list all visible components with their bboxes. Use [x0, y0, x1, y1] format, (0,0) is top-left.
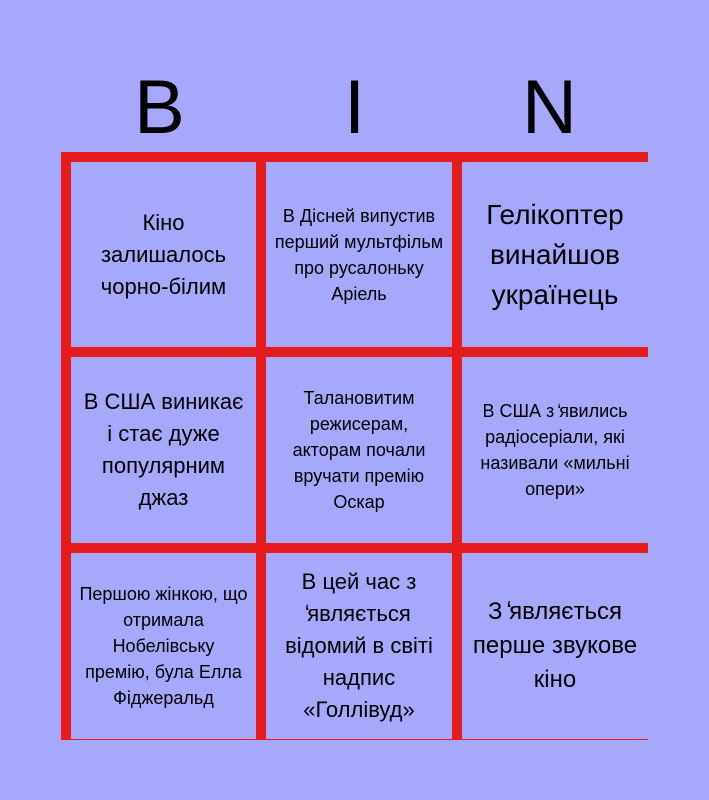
bingo-cell-text: В США з ̒явились радіосеріали, які називали «мильні опери»: [480, 401, 630, 499]
header-letter-n: N: [522, 65, 577, 150]
bingo-cell-text: В Дісней випустив перший мультфільм про русалоньку Аріель: [274, 205, 444, 304]
bingo-cell-text: Першою жінкою, що отримала Нобелівську премію, була Елла Фіджеральд: [79, 584, 248, 708]
bingo-header: [62, 60, 647, 156]
bingo-cell-text: Кіно залишалось чорно-білим: [100, 209, 227, 299]
header-letter-i: I: [343, 65, 366, 150]
bingo-cell-text: З ̒являється перше звукове кіно: [472, 598, 638, 693]
bingo-cell-text: Талановитим режисерам, акторам почали вручати премію Оскар: [292, 388, 426, 512]
bingo-board: [61, 152, 648, 740]
bingo-cell-6[interactable]: [462, 357, 648, 543]
bingo-cell-3[interactable]: [462, 162, 648, 347]
bingo-cell-text: В США виникає і стає дуже популярним джаз: [83, 389, 244, 510]
bingo-cell-text: В цей час з ̒являється відомий в світі надпис «Голлівуд»: [285, 569, 433, 722]
header-letter-b: B: [134, 65, 185, 150]
bingo-cell-2[interactable]: [266, 162, 452, 347]
bingo-cell-5[interactable]: [266, 357, 452, 543]
bingo-cell-8[interactable]: [266, 553, 452, 739]
bingo-cell-7[interactable]: [71, 553, 256, 739]
bingo-cell-1[interactable]: [71, 162, 256, 347]
bingo-cell-4[interactable]: [71, 357, 256, 543]
bingo-cell-9[interactable]: [462, 553, 648, 739]
bingo-cell-text: Гелікоптер винайшов українець: [486, 198, 624, 310]
